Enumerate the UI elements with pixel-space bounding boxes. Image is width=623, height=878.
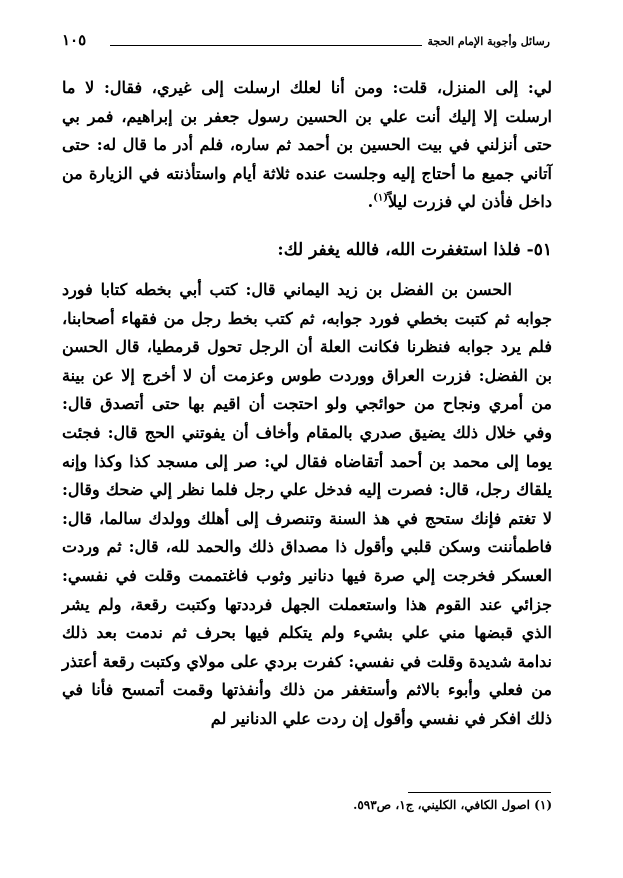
paragraph-1-text: لي: إلى المنزل، قلت: ومن أنا لعلك ارسلت إلى غيري، فقال: لا ما ارسلت إلا إليك أنت علي بن الحسين رسول جعفر بن إبراهيم، فمر بي حتى أنزلني في بيت الحسين بن أحمد ثم ساره، فلم أدر ما قال له: حتى آتاني جميع ما أحتاج إليه وجلست عنده ثلاثة أيام واستأذنته في الزيارة من داخل فأذن لي فزرت ليلاً [62,78,552,212]
section-heading: ٥١- فلذا استغفرت الله، فالله يغفر لك: [277,240,552,260]
header-rule [110,45,422,46]
main-text [62,74,552,734]
page-number: ١٠٥ [62,31,87,49]
running-title: رسائل وأجوبة الإمام الحجة [427,35,550,48]
footnote-rule [408,792,551,793]
page-header [62,31,550,54]
paragraph-continued: لي: إلى المنزل، قلت: ومن أنا لعلك ارسلت إلى غيري، فقال: لا ما ارسلت إلا إليك أنت علي بن الحسين رسول جعفر بن إبراهيم، فمر بي حتى أنزلني في بيت الحسين بن أحمد ثم ساره، فلم أدر ما قال له: حتى آتاني جميع ما أحتاج إليه وجلست عنده ثلاثة أيام واستأذنته في الزيارة من داخل فأذن لي فزرت ليلاً$^{(١)}$. [62,78,552,212]
footnote: (١) اصول الكافي، الكليني، ج١، ص٥٩٣. [353,798,552,812]
footnote-marker: (١) [373,193,389,205]
paragraph-2: الحسن بن الفضل بن زيد اليماني قال: كتب أبي بخطه كتابا فورد جوابه ثم كتبت بخطي فورد جوابه، ثم كتب بخط رجل من فقهاء أصحابنا، فلم يرد جوابه فنظرنا فكانت العلة أن الرجل تحول قرمطيا، قال الحسن بن الفضل: فزرت العراق ووردت طوس وعزمت أن لا أخرج إلا عن بينة من أمري ونجاح من حوائجي ولو احتجت أن اقيم بها حتى أتصدق قال: وفي خلال ذلك يضيق صدري بالمقام وأخاف أن يفوتني الحج قال: فجئت يوما إلى محمد بن أحمد أتقاضاه فقال لي: صر إلى مسجد كذا وكذا وإنه يلقاك رجل، قال: فصرت إليه فدخل علي رجل فلما نظر إلي ضحك وقال: لا تغتم فإنك ستحج في هذ السنة وتنصرف إلى أهلك وولدك سالما، قال: فاطمأننت وسكن قلبي وأقول ذا مصداق ذلك والحمد لله، قال: ثم وردت العسكر فخرجت إلي صرة فيها دنانير وثوب فاغتممت وقلت في نفسي: جزائي عند القوم هذا واستعملت الجهل فرددتها وكتبت رقعة، ولم يشر الذي قبضها مني علي بشيء ولم يتكلم فيها بحرف ثم ندمت بعد ذلك ندامة شديدة وقلت في نفسي: كفرت بردي على مولاي وكتبت رقعة أعتذر من فعلي وأبوء بالاثم وأستغفر من ذلك وأنفذتها وقمت أتمسح فأنا في ذلك افكر في نفسي وأقول إن ردت علي الدنانير لم [62,280,553,728]
